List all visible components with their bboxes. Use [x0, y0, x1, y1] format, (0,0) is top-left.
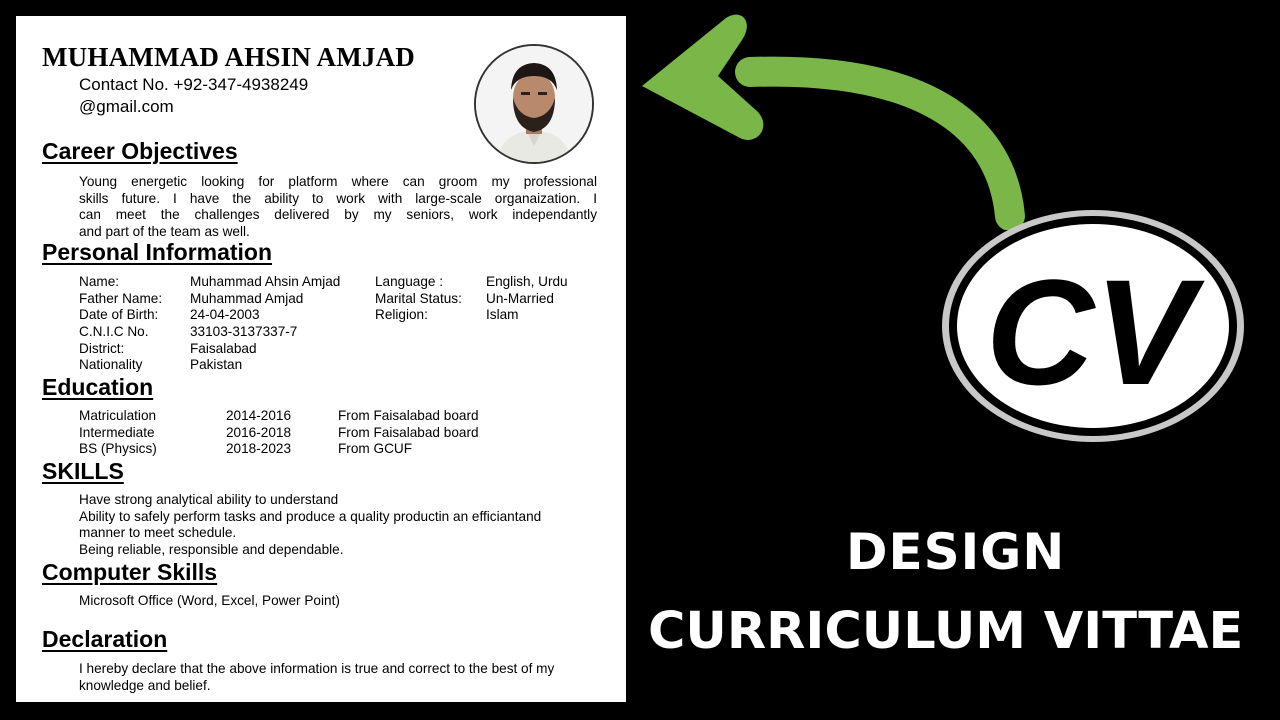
career-line: and part of the team as well. [79, 223, 250, 239]
email: @gmail.com [79, 97, 174, 116]
education-degree: Intermediate [79, 425, 155, 440]
info-value: English, Urdu [486, 274, 568, 289]
declaration-heading: Declaration [42, 626, 168, 652]
career-objectives-text [79, 174, 597, 240]
education-board: From GCUF [338, 441, 413, 456]
profile-photo [474, 44, 594, 164]
info-label: Religion: [375, 307, 428, 322]
curved-arrow-icon [630, 0, 1050, 230]
education-board: From Faisalabad board [338, 425, 479, 440]
education-board: From Faisalabad board [338, 408, 479, 423]
skill-line: Being reliable, responsible and dependable. [79, 542, 344, 557]
skill-line: Have strong analytical ability to understand [79, 492, 339, 507]
caption-line-2: CURRICULUM VITTAE [648, 602, 1244, 661]
info-label: Date of Birth: [79, 307, 159, 322]
resume-name: MUHAMMAD AHSIN AMJAD [42, 42, 415, 72]
info-label: C.N.I.C No. [79, 324, 149, 339]
skill-line: Ability to safely perform tasks and produce a quality productin an efficiantand [79, 509, 542, 524]
info-label: Father Name: [79, 291, 163, 306]
info-value: Pakistan [190, 357, 243, 372]
cv-badge [938, 208, 1248, 448]
cv-badge-text: CV [985, 248, 1195, 416]
caption-line-1: DESIGN [846, 523, 1066, 581]
contact-number: Contact No. +92-347-4938249 [79, 75, 309, 94]
info-label: District: [79, 341, 125, 356]
info-value: Un-Married [486, 291, 554, 306]
education-degree: Matriculation [79, 408, 157, 423]
info-value: Islam [486, 307, 519, 322]
info-value: 33103-3137337-7 [190, 324, 298, 339]
skill-line: manner to meet schedule. [79, 525, 237, 540]
info-value: 24-04-2003 [190, 307, 260, 322]
info-value: Faisalabad [190, 341, 257, 356]
career-line: can meet the challenges delivered by my seniors, work independantly [79, 207, 597, 222]
info-label: Marital Status: [375, 291, 462, 306]
declaration-line: I hereby declare that the above information is true and correct to the best of my [79, 661, 555, 676]
info-label: Language : [375, 274, 444, 289]
education-years: 2014-2016 [226, 408, 292, 423]
career-objectives-heading: Career Objectives [42, 138, 238, 164]
computer-skills-text: Microsoft Office (Word, Excel, Power Point) [79, 593, 340, 608]
info-label: Nationality [79, 357, 143, 372]
avatar-icon [476, 46, 592, 162]
education-degree: BS (Physics) [79, 441, 157, 456]
education-years: 2016-2018 [226, 425, 292, 440]
info-label: Name: [79, 274, 120, 289]
info-value: Muhammad Ahsin Amjad [190, 274, 341, 289]
career-line: skills future. I have the ability to work with large-scale organaization. I [79, 190, 597, 206]
computer-skills-heading: Computer Skills [42, 559, 218, 585]
skills-heading: SKILLS [42, 458, 124, 484]
education-heading: Education [42, 374, 154, 400]
resume-page [16, 16, 626, 702]
info-value: Muhammad Amjad [190, 291, 304, 306]
education-years: 2018-2023 [226, 441, 292, 456]
declaration-line: knowledge and belief. [79, 678, 211, 693]
career-line: Young energetic looking for platform where can groom my professional [79, 174, 597, 189]
personal-information-heading: Personal Information [42, 239, 273, 265]
